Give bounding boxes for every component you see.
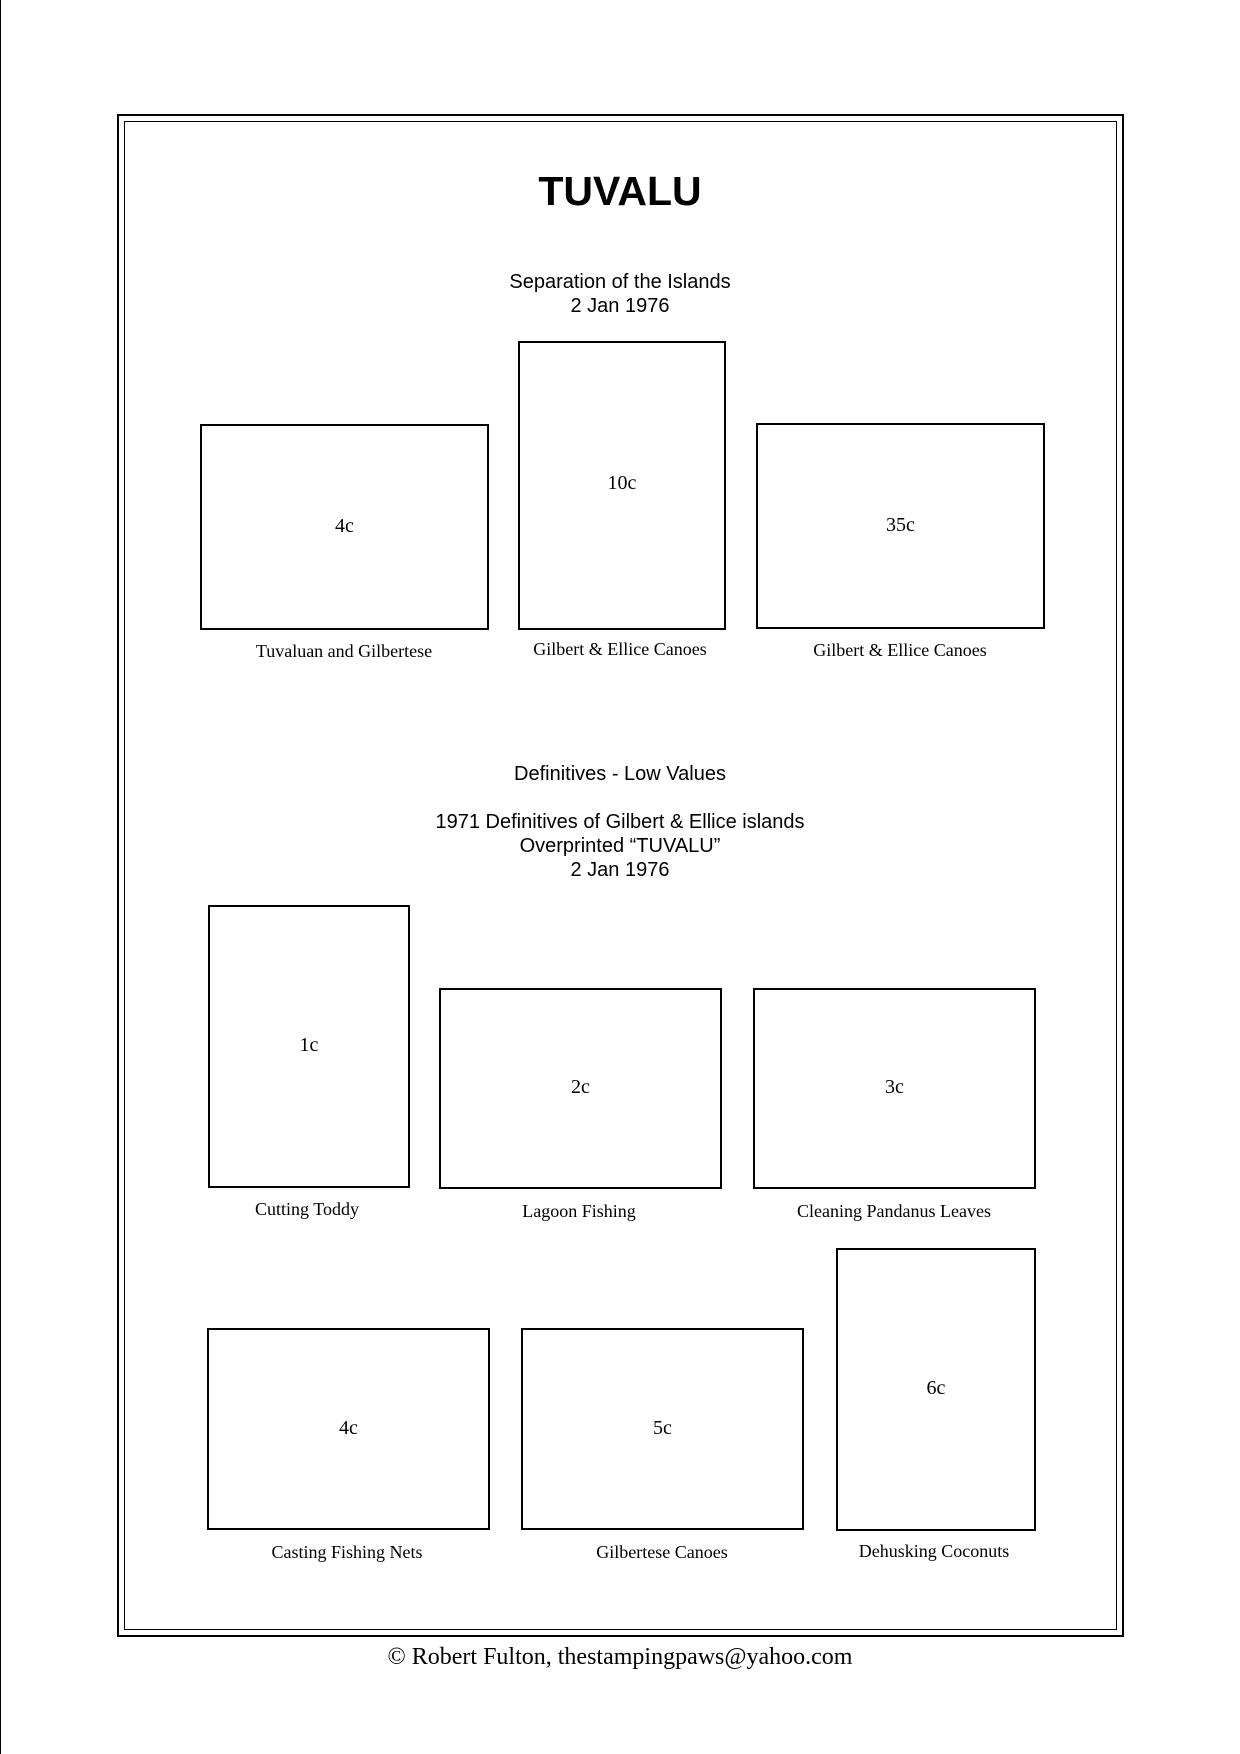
stamp-caption: Dehusking Coconuts <box>858 1541 1010 1561</box>
page-title: TUVALU <box>538 168 702 214</box>
stamp-mount-35c-separation[interactable] <box>756 423 1045 629</box>
section1-heading: Separation of the Islands <box>509 271 731 293</box>
stamp-caption: Gilbertese Canoes <box>596 1542 728 1562</box>
section2-subheading: 1971 Definitives of Gilbert & Ellice islands <box>435 811 805 833</box>
stamp-value: 4c <box>335 515 354 537</box>
page-edge <box>0 0 1 1754</box>
stamp-caption: Gilbert & Ellice Canoes <box>533 639 707 659</box>
stamp-caption: Cutting Toddy <box>255 1199 359 1219</box>
stamp-mount-1c[interactable] <box>208 905 410 1188</box>
stamp-mount-4c[interactable] <box>207 1328 490 1530</box>
stamp-value: 35c <box>886 514 915 536</box>
stamp-mount-2c[interactable] <box>439 988 722 1189</box>
stamp-mount-5c[interactable] <box>521 1328 804 1530</box>
section1-date: 2 Jan 1976 <box>570 295 670 317</box>
stamp-caption: Gilbert & Ellice Canoes <box>813 640 987 660</box>
stamp-mount-3c[interactable] <box>753 988 1036 1189</box>
stamp-value: 2c <box>571 1076 590 1098</box>
stamp-caption: Tuvaluan and Gilbertese <box>255 641 433 661</box>
stamp-mount-10c-separation[interactable] <box>518 341 726 630</box>
stamp-mount-6c[interactable] <box>836 1248 1036 1531</box>
stamp-value: 5c <box>653 1417 672 1439</box>
stamp-caption: Lagoon Fishing <box>522 1201 636 1221</box>
stamp-value: 1c <box>299 1034 319 1056</box>
copyright-footer: © Robert Fulton, thestampingpaws@yahoo.com <box>387 1644 853 1670</box>
stamp-caption: Casting Fishing Nets <box>271 1542 423 1562</box>
stamp-value: 4c <box>339 1417 358 1439</box>
stamp-caption: Cleaning Pandanus Leaves <box>797 1201 991 1221</box>
section2-overprint-note: Overprinted “TUVALU” <box>519 835 721 857</box>
stamp-value: 6c <box>926 1377 946 1399</box>
section2-heading: Definitives - Low Values <box>514 763 726 785</box>
stamp-mount-4c-separation[interactable] <box>200 424 489 630</box>
section2-date: 2 Jan 1976 <box>570 859 670 881</box>
stamp-value: 3c <box>885 1076 904 1098</box>
stamp-value: 10c <box>607 472 637 494</box>
